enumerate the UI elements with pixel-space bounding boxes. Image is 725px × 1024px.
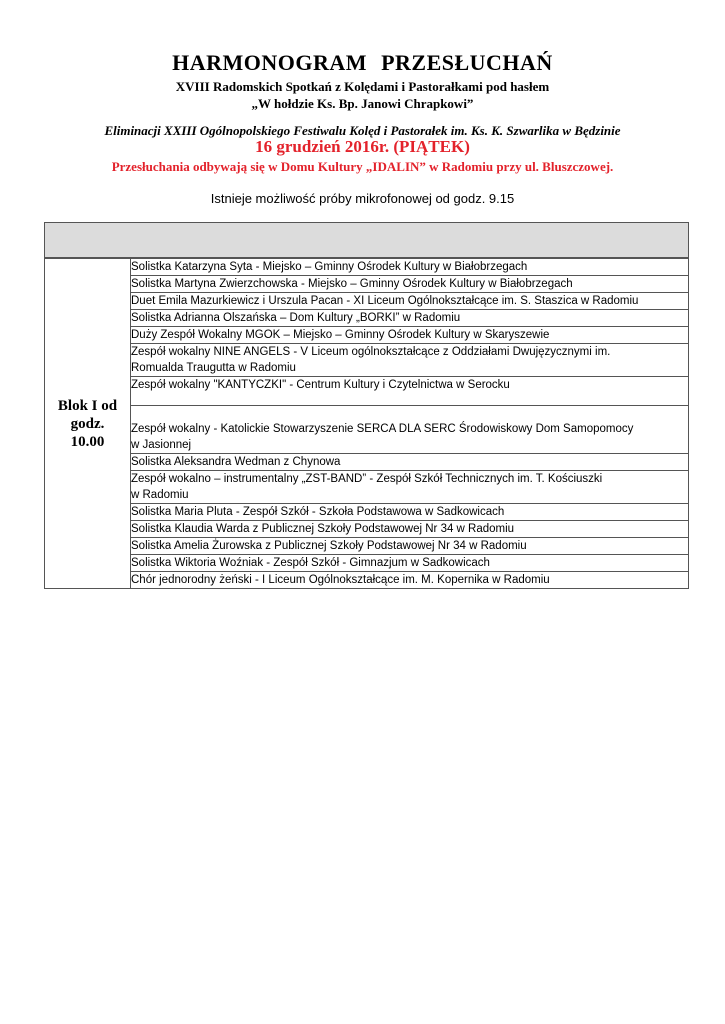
table-row	[45, 327, 689, 344]
event-subtitle: XVIII Radomskich Spotkań z Kolędami i Pastorałkami pod hasłem	[175, 79, 550, 94]
table-row	[45, 377, 689, 406]
table-row	[45, 259, 689, 276]
performer-entry	[131, 293, 689, 310]
performer-entry-line: Solistka Wiktoria Woźniak - Zespół Szkół - Gimnazjum w Sadkowicach	[131, 557, 490, 569]
performer-entry	[131, 310, 689, 327]
performer-entry-line: Zespół wokalny NINE ANGELS - V Liceum ogólnokształcące z Oddziałami Dwujęzycznymi im.	[131, 346, 611, 358]
performer-entry	[131, 344, 689, 377]
performer-entry-line: Romualda Traugutta w Radomiu	[131, 362, 296, 374]
performer-entry-line: Duży Zespół Wokalny MGOK – Miejsko – Gminny Ośrodek Kultury w Skaryszewie	[131, 329, 550, 341]
performer-entry-line: w Radomiu	[131, 489, 189, 501]
performer-entry-line: Zespół wokalno – instrumentalny „ZST-BAND” - Zespół Szkół Technicznych im. T. Kościuszki	[131, 473, 603, 485]
performer-entry-line: Solistka Amelia Żurowska z Publicznej Szkoły Podstawowej Nr 34 w Radomiu	[131, 540, 527, 552]
performer-entry-line: Duet Emila Mazurkiewicz i Urszula Pacan - XI Liceum Ogólnokształcące im. S. Staszica w Radomiu	[131, 295, 639, 307]
performer-entry	[131, 259, 689, 276]
table-row	[45, 471, 689, 504]
schedule-table	[44, 258, 689, 589]
elimination-info: Eliminacji XXIII Ogólnopolskiego Festiwalu Kolęd i Pastorałek im. Ks. K. Szwarlika w Będzinie	[104, 123, 621, 138]
event-date: 16 grudzień 2016r. (PIĄTEK)	[255, 137, 470, 156]
performer-entry	[131, 521, 689, 538]
block-label-cell	[45, 259, 131, 589]
performer-entry-line: Solistka Adrianna Olszańska – Dom Kultury „BORKI” w Radomiu	[131, 312, 461, 324]
block-label: Blok I od	[57, 397, 118, 414]
performer-entry	[131, 471, 689, 504]
event-motto: „W hołdzie Ks. Bp. Janowi Chrapkowi”	[251, 96, 474, 111]
table-row	[45, 504, 689, 521]
performer-entry-line: Solistka Klaudia Warda z Publicznej Szkoły Podstawowej Nr 34 w Radomiu	[131, 523, 515, 535]
performer-entry	[131, 406, 689, 454]
table-row	[45, 572, 689, 589]
performer-entry-line: Solistka Martyna Zwierzchowska - Miejsko – Gminny Ośrodek Kultury w Białobrzegach	[131, 278, 573, 290]
event-venue: Przesłuchania odbywają się w Domu Kultury „IDALIN” w Radomiu przy ul. Bluszczowej.	[111, 159, 614, 174]
performer-entry-line: w Jasionnej	[131, 439, 192, 451]
table-row	[45, 310, 689, 327]
table-row	[45, 538, 689, 555]
performer-entry	[131, 454, 689, 471]
page-title: HARMONOGRAM PRZESŁUCHAŃ	[172, 50, 553, 75]
table-row	[45, 344, 689, 377]
block-start-time: 10.00	[70, 433, 105, 450]
block-label-time-prefix: godz.	[70, 415, 105, 432]
performer-entry-line: Chór jednorodny żeński - I Liceum Ogólnokształcące im. M. Kopernika w Radomiu	[131, 574, 550, 586]
table-row	[45, 521, 689, 538]
table-row	[45, 276, 689, 293]
rehearsal-note: Istnieje możliwość próby mikrofonowej od godz. 9.15	[210, 191, 515, 206]
table-row	[45, 555, 689, 572]
performer-entry-line: Zespół wokalny - Katolickie Stowarzyszenie SERCA DLA SERC Środowiskowy Dom Samopomocy	[131, 423, 634, 435]
performer-entry-line: Solistka Katarzyna Syta - Miejsko – Gminny Ośrodek Kultury w Białobrzegach	[131, 261, 528, 273]
performer-entry-line: Solistka Maria Pluta - Zespół Szkół - Szkoła Podstawowa w Sadkowicach	[131, 506, 505, 518]
performer-entry	[131, 327, 689, 344]
performer-entry	[131, 538, 689, 555]
performer-entry	[131, 572, 689, 589]
performer-entry-line: Zespół wokalny "KANTYCZKI" - Centrum Kultury i Czytelnictwa w Serocku	[131, 379, 510, 391]
performer-entry	[131, 276, 689, 293]
performer-entry	[131, 555, 689, 572]
table-row	[45, 406, 689, 454]
table-row	[45, 454, 689, 471]
performer-entry	[131, 377, 689, 406]
table-header-bar	[44, 222, 689, 258]
performer-entry	[131, 504, 689, 521]
table-row	[45, 293, 689, 310]
performer-entry-line: Solistka Aleksandra Wedman z Chynowa	[131, 456, 341, 468]
